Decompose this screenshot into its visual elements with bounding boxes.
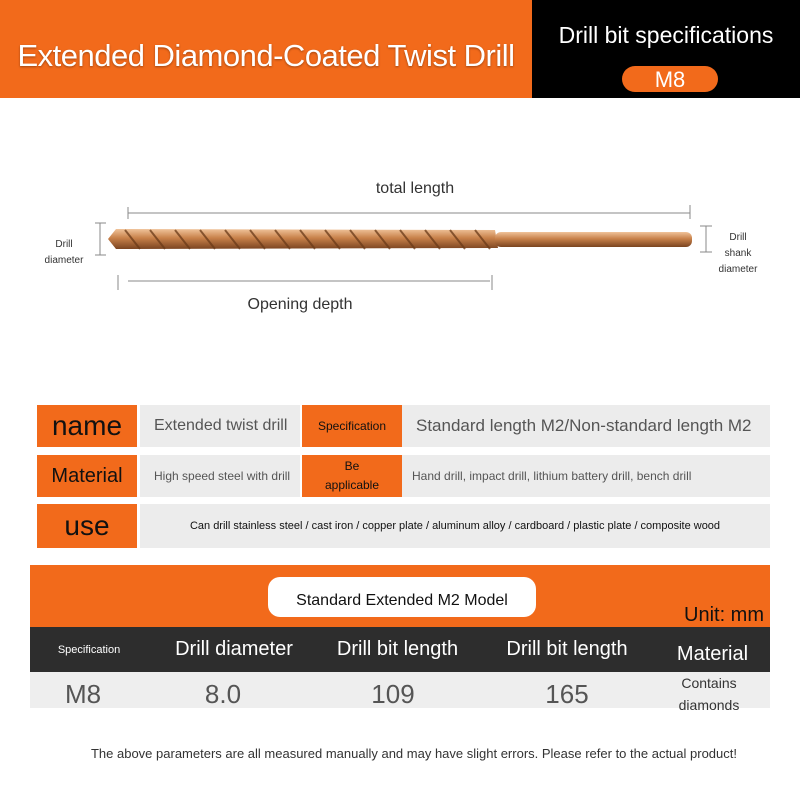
cell-specification: M8 bbox=[64, 678, 102, 709]
cell-drill-bit-length-1: 109 bbox=[371, 678, 415, 709]
opening-depth-label: Opening depth bbox=[247, 296, 353, 313]
drill-flutes bbox=[108, 229, 498, 249]
cell-drill-diameter: 8.0 bbox=[204, 678, 242, 709]
drill-shank bbox=[495, 232, 692, 247]
disclaimer-note: The above parameters are all measured manually and may have slight errors. Please refer to the actual product! bbox=[90, 746, 737, 761]
name-key: name bbox=[37, 405, 137, 447]
spec-badge: M8 bbox=[622, 66, 718, 92]
header-drill-bit-length-2: Drill bit length bbox=[506, 638, 628, 660]
header-drill-bit-length-1: Drill bit length bbox=[336, 638, 459, 660]
spec-title: Drill bit specifications bbox=[558, 22, 774, 48]
header-specification: Specification bbox=[57, 643, 121, 656]
page-title: Extended Diamond-Coated Twist Drill bbox=[17, 38, 515, 73]
use-value: Can drill stainless steel / cast iron / copper plate / aluminum alloy / cardboard / plastic plate / composite wood bbox=[140, 504, 770, 548]
cell-material-line-2: diamonds bbox=[678, 697, 740, 713]
model-table-title: Standard Extended M2 Model bbox=[268, 577, 536, 617]
applicable-value: Hand drill, impact drill, lithium battery drill, bench drill bbox=[402, 455, 770, 497]
unit-label: Unit: mm bbox=[684, 604, 764, 626]
shank-diameter-line-1: Drill bbox=[729, 232, 747, 243]
total-length-label: total length bbox=[375, 180, 455, 197]
cell-material-line-1: Contains bbox=[681, 675, 737, 691]
material-value: High speed steel with drill bbox=[140, 455, 300, 497]
specification-key: Specification bbox=[302, 405, 402, 447]
applicable-key bbox=[302, 455, 402, 497]
shank-diameter-line-3: diameter bbox=[718, 264, 758, 275]
applicable-key-line-2: applicable bbox=[324, 478, 380, 492]
name-value: Extended twist drill bbox=[140, 405, 300, 447]
drill-bit-illustration bbox=[0, 195, 800, 295]
specification-value: Standard length M2/Non-standard length M2 bbox=[402, 405, 770, 447]
cell-material bbox=[655, 672, 763, 716]
drill-diameter-line-1: Drill bbox=[55, 239, 73, 250]
drill-diameter-line-2: diameter bbox=[44, 255, 84, 266]
use-key: use bbox=[37, 504, 137, 548]
header-material: Material bbox=[676, 643, 749, 665]
material-key: Material bbox=[37, 455, 137, 497]
cell-drill-bit-length-2: 165 bbox=[545, 678, 589, 709]
header-drill-diameter: Drill diameter bbox=[175, 638, 293, 660]
shank-diameter-line-2: shank bbox=[724, 248, 752, 259]
applicable-key-line-1: Be bbox=[344, 459, 360, 473]
